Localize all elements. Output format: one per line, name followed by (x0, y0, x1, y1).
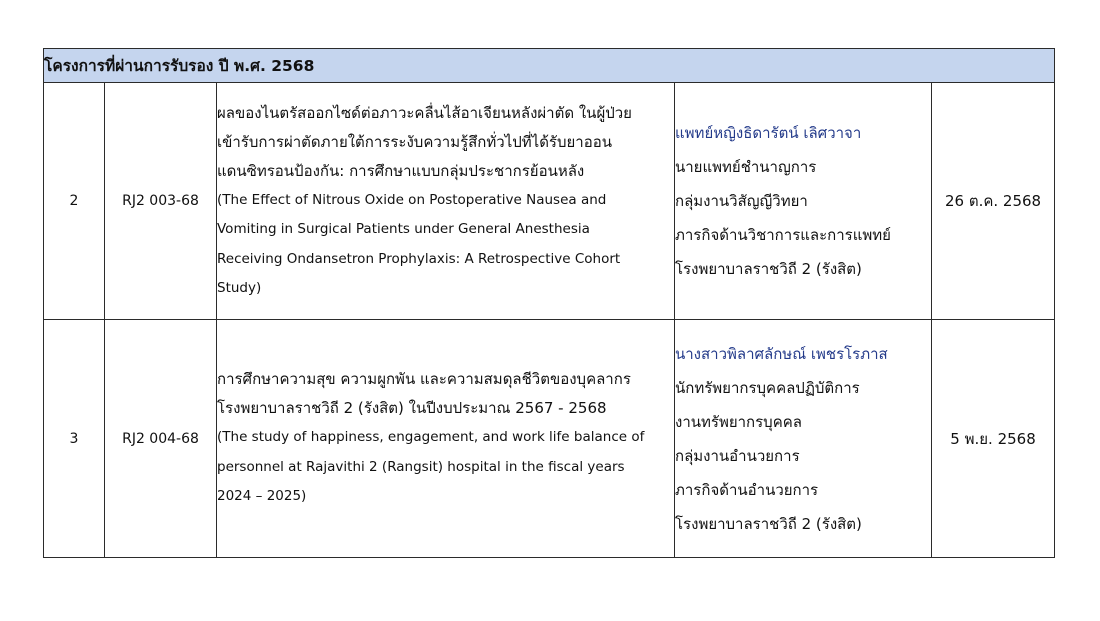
title-line: เข้ารับการผ่าตัดภายใต้การระงับความรู้สึกทั่วไปที่ได้รับยาออน (217, 132, 612, 151)
project-title (217, 320, 675, 558)
table-header: โครงการที่ผ่านการรับรอง ปี พ.ศ. 2568 (44, 49, 1055, 83)
table-header-row (44, 49, 1055, 83)
title-line: ผลของไนตรัสออกไซด์ต่อภาวะคลื่นไส้อาเจียนหลังผ่าตัด ในผู้ป่วย (217, 103, 632, 122)
title-line: โรงพยาบาลราชวิถี 2 (รังสิต) ในปีงบประมาณ 2567 - 2568 (217, 399, 607, 418)
investigator-hospital: โรงพยาบาลราชวิถี 2 (รังสิต) (675, 260, 862, 278)
title-line: Receiving Ondansetron Prophylaxis: A Retrospective Cohort (217, 250, 621, 267)
principal-investigator (675, 83, 932, 320)
project-title (217, 83, 675, 320)
investigator-division: ภารกิจด้านอำนวยการ (675, 480, 819, 499)
title-line: 2024 – 2025) (217, 488, 307, 505)
title-line: แดนซิทรอนป้องกัน: การศึกษาแบบกลุ่มประชากรย้อนหลัง (217, 161, 585, 180)
title-line: (The study of happiness, engagement, and work life balance of (217, 429, 645, 446)
investigator-group: กลุ่มงานอำนวยการ (675, 446, 800, 465)
investigator-division: ภารกิจด้านวิชาการและการแพทย์ (675, 226, 891, 244)
project-title-thai (217, 99, 674, 186)
investigator-position: นายแพทย์ชำนาญการ (675, 158, 817, 176)
investigator-unit: งานทรัพยากรบุคคล (675, 412, 802, 431)
investigator-name: นางสาวพิลาศลักษณ์ เพชรโรภาส (675, 344, 888, 363)
approval-date: 26 ต.ค. 2568 (932, 83, 1055, 320)
approval-date: 5 พ.ย. 2568 (932, 320, 1055, 558)
approved-projects-table (43, 48, 1055, 558)
investigator-hospital: โรงพยาบาลราชวิถี 2 (รังสิต) (675, 514, 862, 533)
title-line: (The Effect of Nitrous Oxide on Postoperative Nausea and (217, 191, 607, 208)
project-title-thai (217, 365, 674, 423)
title-line: personnel at Rajavithi 2 (Rangsit) hospital in the fiscal years (217, 458, 625, 475)
project-code: RJ2 003-68 (105, 83, 217, 320)
title-line: Vomiting in Surgical Patients under General Anesthesia (217, 221, 590, 237)
row-number: 3 (44, 320, 105, 558)
investigator-name: แพทย์หญิงธิดารัตน์ เลิศวาจา (675, 124, 862, 142)
table-row (44, 83, 1055, 320)
investigator-position: นักทรัพยากรบุคคลปฏิบัติการ (675, 378, 860, 397)
project-title-english (217, 423, 674, 512)
title-line: การศึกษาความสุข ความผูกพัน และความสมดุลชีวิตของบุคลากร (217, 370, 631, 389)
investigator-unit: กลุ่มงานวิสัญญีวิทยา (675, 192, 808, 210)
principal-investigator (675, 320, 932, 558)
title-line: Study) (217, 280, 262, 296)
project-code: RJ2 004-68 (105, 320, 217, 558)
row-number: 2 (44, 83, 105, 320)
table-row (44, 320, 1055, 558)
project-title-english (217, 186, 674, 304)
